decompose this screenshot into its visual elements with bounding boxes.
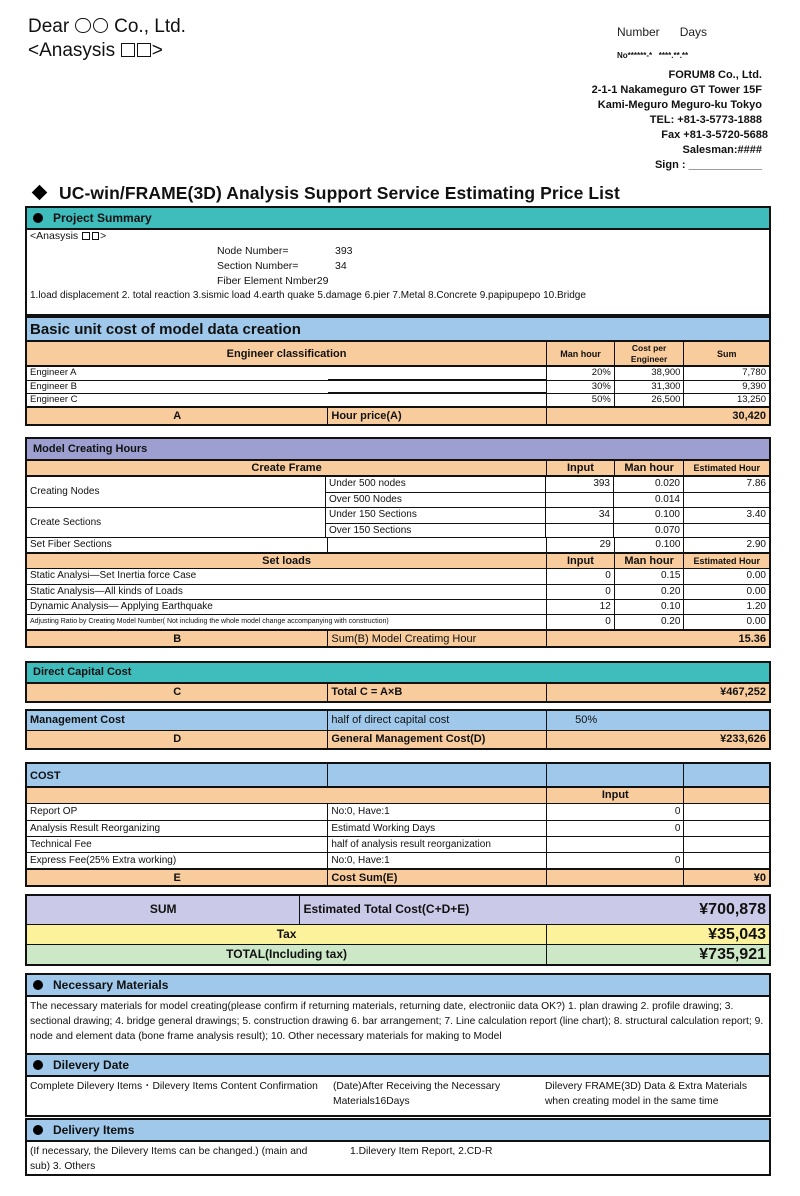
fiber-number — [217, 274, 766, 289]
total-label: Total C = A×B — [328, 684, 547, 701]
management-pct: 50% — [575, 714, 598, 726]
manhour-value: 0.070 — [614, 524, 684, 538]
manhour-value: 30% — [547, 381, 615, 393]
cost-subheader — [27, 788, 769, 804]
dear-prefix: Dear — [28, 16, 70, 37]
col-input: Input — [547, 461, 615, 475]
table-row — [326, 508, 769, 523]
section-header — [27, 975, 769, 997]
est-value: 0.00 — [746, 570, 766, 581]
table-row — [27, 804, 769, 820]
row-label: Dynamic Analysis— Applying Earthquake — [27, 600, 547, 614]
delivery-col-1: Complete Dilevery Items・Dilevery Items Content Confirmation — [30, 1081, 318, 1092]
engineer-line — [328, 367, 547, 380]
section-title: Necessary Materials — [53, 978, 169, 992]
diamond-icon — [32, 185, 48, 201]
section-header — [27, 1055, 769, 1077]
row-desc: half of analysis result reorganization — [328, 837, 547, 852]
section-title: Dilevery Date — [53, 1058, 130, 1072]
col-set-loads: Set loads — [27, 554, 547, 568]
cost-rows — [27, 804, 769, 868]
col-input: Input — [547, 554, 615, 568]
sections-rows — [326, 508, 769, 537]
delivery-date-section — [25, 1053, 771, 1117]
est-value: 3.40 — [746, 509, 766, 520]
manhour-value: 0.20 — [615, 585, 685, 599]
total-letter: A — [27, 408, 328, 424]
total-letter: B — [27, 631, 328, 646]
table-row — [27, 393, 769, 406]
col-sum: Sum — [716, 349, 737, 359]
page-title-text: UC-win/FRAME(3D) Analysis Support Service Estimating Price List — [59, 183, 620, 203]
total-value: 15.36 — [738, 633, 766, 645]
model-hours-table — [25, 437, 771, 648]
row-label: Static Analysis—All kinds of Loads — [27, 585, 547, 599]
total-label: Sum(B) Model Creatimg Hour — [328, 631, 547, 646]
manhour-value: 0.10 — [615, 600, 685, 614]
delivery-items-col-1: (If necessary, the Dilevery Items can be changed.) (main and sub) 3. Others — [30, 1146, 308, 1172]
cost-table — [25, 762, 771, 887]
sum-desc: Estimated Total Cost(C+D+E) — [303, 902, 470, 916]
row-desc: No:0, Have:1 — [328, 853, 547, 868]
input-value[interactable]: 34 — [546, 508, 614, 523]
square-placeholder-icon — [82, 232, 90, 240]
manhour-value: 0.20 — [615, 615, 685, 629]
blank — [684, 821, 769, 836]
input-value[interactable]: 0 — [547, 804, 684, 820]
blank — [547, 870, 684, 885]
frame-header — [27, 461, 769, 477]
number-days-values — [617, 51, 688, 60]
total-row — [27, 684, 769, 701]
square-placeholder-icon — [121, 43, 135, 57]
total-label: General Management Cost(D) — [328, 731, 547, 748]
total-row — [27, 629, 769, 646]
cost-value: 31,300 — [615, 381, 685, 393]
total-value: ¥233,626 — [720, 733, 766, 745]
sum-value: ¥700,878 — [699, 901, 766, 918]
sum-value: 13,250 — [736, 394, 766, 405]
analysis-open: <Anasysis — [30, 230, 79, 242]
total-label: Hour price(A) — [328, 408, 547, 424]
days-value: ****.**.** — [658, 51, 689, 60]
total-letter: C — [27, 684, 328, 701]
row-sub: Over 500 Nodes — [326, 493, 546, 507]
group-label: Creating Nodes — [27, 477, 326, 507]
analysis-close: > — [151, 40, 163, 61]
sections-group — [27, 507, 769, 537]
grand-total-value: ¥735,921 — [699, 946, 766, 963]
row-label: Technical Fee — [27, 837, 328, 852]
materials-section — [25, 973, 771, 1054]
label: Section Number= — [217, 260, 299, 272]
node-number — [217, 244, 766, 259]
blank — [684, 853, 769, 868]
bullet-icon — [33, 1060, 43, 1070]
col-manhour: Man hour — [615, 461, 685, 475]
manhour-value: 0.014 — [614, 493, 684, 507]
row-sub: Under 500 nodes — [326, 477, 546, 492]
est-value: 2.90 — [746, 539, 766, 550]
keywords: 1.load displacement 2. total reaction 3.sismic load 4.earth quake 5.damage 6.pier 7.Metal 8.Concrete 9.papipupepo 10.Bridge — [30, 290, 586, 301]
table-row — [326, 523, 769, 538]
cost-header — [27, 764, 769, 788]
total-value: 30,420 — [732, 410, 766, 422]
section-header — [27, 1120, 769, 1142]
col-estimated-hour: Estimated Hour — [693, 463, 760, 473]
delivery-col-3: Dilevery FRAME(3D) Data & Extra Materials when creating model in the same time — [545, 1081, 747, 1107]
table-row — [27, 836, 769, 852]
total-row — [27, 868, 769, 885]
input-value[interactable]: 0 — [547, 821, 684, 836]
section-title: Model Creating Hours — [27, 439, 769, 461]
table-row — [27, 614, 769, 629]
row-desc: No:0, Have:1 — [328, 804, 547, 820]
section-title: COST — [27, 764, 328, 786]
est-value: 0.00 — [746, 616, 766, 627]
engineer-name: Engineer C — [30, 394, 78, 405]
col-estimated-hour: Estimated Hour — [693, 556, 760, 566]
tax-label: Tax — [27, 925, 547, 944]
company-name: FORUM8 Co., Ltd. — [668, 69, 762, 81]
materials-text: The necessary materials for model creating(please confirm if returning materials, returning date, electroniic data OK?) 1. plan drawing 2. profile drawing; 3. sectional drawing; 4. bridge general drawings; 5. construction drawing 6. bar arrangement; 7. Line calculation report (line chart); 8. structural calculation report; 9. node and element data (bone frame analysis result); 10. Other necessary materials for making to Model — [30, 1001, 764, 1042]
input-value[interactable]: 12 — [547, 600, 615, 614]
manhour-value: 20% — [547, 367, 615, 380]
value: 29 — [316, 275, 329, 287]
est-value: 0.00 — [746, 586, 766, 597]
delivery-items-section — [25, 1118, 771, 1176]
label: Fiber Element Nmber — [217, 275, 317, 287]
sum-label: SUM — [27, 896, 300, 924]
manhour-value: 50% — [547, 394, 615, 406]
blank — [684, 804, 769, 820]
total-label: Cost Sum(E) — [328, 870, 547, 885]
table-row — [326, 492, 769, 507]
blank — [547, 764, 684, 786]
row-label: Report OP — [27, 804, 328, 820]
bullet-icon — [33, 1125, 43, 1135]
section-number — [217, 259, 766, 274]
table-row — [27, 599, 769, 614]
sum-value: 9,390 — [742, 381, 766, 392]
basic-unit-cost-table — [25, 316, 771, 426]
engineer-rows — [27, 367, 769, 406]
total-row — [27, 731, 769, 748]
row-desc: Estimatd Working Days — [328, 821, 547, 836]
group-label: Create Sections — [27, 508, 326, 537]
sum-value: 7,780 — [742, 367, 766, 378]
input-value[interactable] — [546, 493, 614, 507]
input-value[interactable]: 0 — [547, 853, 684, 868]
number-days-labels — [617, 25, 707, 39]
est-value — [684, 524, 769, 538]
total-row — [27, 944, 769, 964]
engineer-name: Engineer A — [30, 367, 77, 378]
project-summary — [25, 206, 771, 316]
manhour-value: 0.100 — [614, 508, 684, 523]
nodes-rows — [326, 477, 769, 507]
loads-header — [27, 552, 769, 569]
table-row — [27, 584, 769, 599]
row-label: Static Analysi—Set Inertia force Case — [27, 569, 547, 584]
row-label: Analysis Result Reorganizing — [27, 821, 328, 836]
blank — [684, 837, 769, 852]
sum-row — [27, 896, 769, 924]
est-value — [684, 493, 769, 507]
row-sub: Over 150 Sections — [326, 524, 546, 538]
analysis-open: <Anasysis — [28, 40, 116, 61]
table-row — [27, 820, 769, 836]
col-create-frame: Create Frame — [27, 461, 547, 475]
input-value[interactable] — [546, 524, 614, 538]
col-manhour: Man hour — [615, 554, 685, 568]
fiber-row — [27, 537, 769, 552]
grand-total-label: TOTAL(Including tax) — [27, 945, 547, 964]
address-line-1: 2-1-1 Nakameguro GT Tower 15F — [591, 84, 762, 96]
blank — [328, 764, 547, 786]
row-label: Adjusting Ratio by Creating Model Number( Not including the whole model change accompanying with construction) — [27, 615, 547, 629]
circle-placeholder-icon — [75, 18, 90, 33]
input-value[interactable]: 393 — [546, 477, 614, 492]
label: Node Number= — [217, 245, 289, 257]
est-value: 7.86 — [746, 478, 766, 489]
est-value: 1.20 — [746, 601, 766, 612]
number-value: No******-* — [617, 51, 653, 60]
analysis-name — [28, 40, 163, 62]
blank — [684, 788, 769, 803]
input-value[interactable]: 0 — [547, 585, 615, 599]
delivery-items-col-2: 1.Dilevery Item Report, 2.CD-R — [350, 1146, 493, 1157]
col-input: Input — [547, 788, 684, 803]
manhour-value: 0.020 — [614, 477, 684, 492]
total-letter: E — [27, 870, 328, 885]
input-value[interactable]: 29 — [547, 538, 615, 552]
company-block — [591, 68, 768, 173]
manhour-value: 0.100 — [615, 538, 685, 552]
table-row — [27, 380, 769, 393]
nodes-group — [27, 477, 769, 507]
engineer-line — [328, 394, 547, 406]
row-sub: Under 150 Sections — [326, 508, 546, 523]
analysis-label — [30, 230, 766, 243]
input-value[interactable]: 0 — [547, 615, 615, 629]
square-placeholder-icon — [137, 43, 151, 57]
input-value[interactable] — [547, 837, 684, 852]
sign-field[interactable]: Sign : ____________ — [654, 159, 762, 171]
address-line-2: Kami-Meguro Meguro-ku Tokyo — [597, 99, 762, 111]
direct-capital-table — [25, 661, 771, 703]
table-header — [27, 342, 769, 367]
tax-value: ¥35,043 — [708, 926, 766, 943]
days-label: Days — [679, 25, 708, 39]
col-engineer-class: Engineer classification — [27, 342, 547, 365]
tel: TEL: +81-3-5773-1888 — [649, 114, 762, 126]
total-row — [27, 406, 769, 424]
bullet-icon — [33, 213, 43, 223]
section-title: Management Cost — [27, 711, 328, 730]
row-label: Set Fiber Sections — [27, 538, 328, 552]
col-manhour: Man hour — [547, 342, 615, 365]
summary-table — [25, 894, 771, 966]
bullet-icon — [33, 980, 43, 990]
total-letter: D — [27, 731, 328, 748]
fax: Fax +81-3-5720-5688 — [661, 129, 768, 141]
engineer-line — [328, 381, 547, 393]
loads-rows — [27, 569, 769, 629]
management-desc: half of direct capital cost — [328, 711, 547, 730]
circle-placeholder-icon — [93, 18, 108, 33]
delivery-col-2: (Date)After Receiving the Necessary Materials16Days — [333, 1081, 501, 1107]
dear-suffix: Co., Ltd. — [114, 16, 186, 37]
section-title: Project Summary — [53, 211, 152, 225]
table-row — [27, 569, 769, 584]
square-placeholder-icon — [92, 232, 100, 240]
salesman: Salesman:#### — [682, 144, 762, 156]
management-row — [27, 711, 769, 731]
total-value: ¥0 — [753, 872, 766, 884]
analysis-close: > — [100, 230, 107, 242]
total-value: ¥467,252 — [720, 686, 766, 698]
row-sub — [328, 538, 547, 552]
value: 34 — [335, 260, 347, 272]
value: 393 — [335, 245, 353, 257]
blank — [27, 788, 547, 803]
page-title — [30, 183, 620, 204]
row-label: Express Fee(25% Extra working) — [27, 853, 328, 868]
table-row — [326, 477, 769, 492]
engineer-name: Engineer B — [30, 381, 78, 392]
blank — [684, 764, 769, 786]
number-label: Number — [617, 25, 660, 39]
section-title: Direct Capital Cost — [27, 663, 769, 684]
section-title: Delivery Items — [53, 1123, 135, 1137]
section-title: Basic unit cost of model data creation — [27, 318, 769, 342]
tax-row — [27, 924, 769, 944]
section-header — [27, 208, 769, 230]
cost-value: 26,500 — [615, 394, 685, 406]
management-table — [25, 709, 771, 750]
table-row — [27, 367, 769, 380]
input-value[interactable]: 0 — [547, 569, 615, 584]
cost-value: 38,900 — [615, 367, 685, 380]
col-cost: Cost per Engineer — [615, 342, 685, 365]
addressee — [28, 14, 186, 39]
manhour-value: 0.15 — [615, 569, 685, 584]
table-row — [27, 852, 769, 868]
